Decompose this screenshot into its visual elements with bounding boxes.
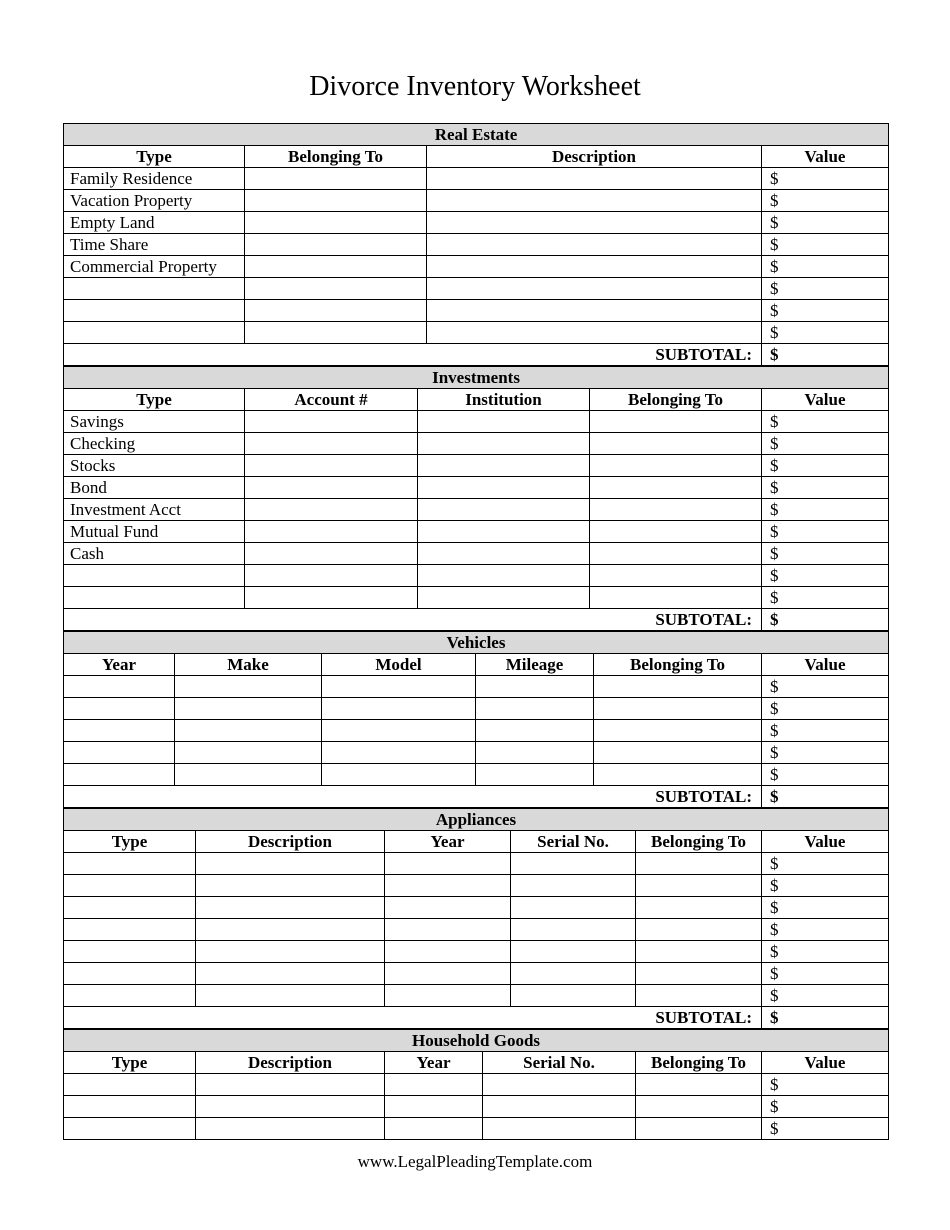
cell-type[interactable] xyxy=(64,698,175,720)
cell-field[interactable] xyxy=(196,897,385,919)
cell-field[interactable] xyxy=(590,477,762,499)
table-row xyxy=(64,499,889,521)
cell-field[interactable] xyxy=(427,190,762,212)
cell-field[interactable] xyxy=(511,875,636,897)
table-row xyxy=(64,433,889,455)
cell-value[interactable]: $ xyxy=(762,212,889,234)
cell-type[interactable]: Stocks xyxy=(64,455,245,477)
cell-field[interactable] xyxy=(418,499,590,521)
cell-field[interactable] xyxy=(175,676,322,698)
cell-field[interactable] xyxy=(476,764,594,786)
section-title-row xyxy=(64,367,889,389)
column-header: Year xyxy=(385,831,511,853)
cell-field[interactable] xyxy=(245,256,427,278)
table-row xyxy=(64,455,889,477)
cell-field[interactable] xyxy=(196,1096,385,1118)
cell-value[interactable]: $ xyxy=(762,897,889,919)
cell-type[interactable] xyxy=(64,742,175,764)
cell-field[interactable] xyxy=(418,477,590,499)
column-header: Value xyxy=(762,831,889,853)
cell-field[interactable] xyxy=(385,1118,483,1140)
cell-value[interactable]: $ xyxy=(762,985,889,1007)
cell-type[interactable] xyxy=(64,322,245,344)
section-title-row xyxy=(64,1030,889,1052)
cell-field[interactable] xyxy=(594,720,762,742)
subtotal-value[interactable]: $ xyxy=(762,786,889,808)
cell-field[interactable] xyxy=(418,543,590,565)
cell-field[interactable] xyxy=(590,455,762,477)
cell-field[interactable] xyxy=(590,521,762,543)
subtotal-row xyxy=(64,344,889,366)
table-row xyxy=(64,698,889,720)
cell-field[interactable] xyxy=(636,1074,762,1096)
table-appliances xyxy=(63,808,889,1029)
cell-field[interactable] xyxy=(385,875,511,897)
cell-field[interactable] xyxy=(385,1074,483,1096)
cell-value[interactable]: $ xyxy=(762,300,889,322)
cell-field[interactable] xyxy=(511,941,636,963)
cell-field[interactable] xyxy=(418,565,590,587)
table-row xyxy=(64,278,889,300)
column-header: Type xyxy=(64,389,245,411)
cell-field[interactable] xyxy=(245,455,418,477)
cell-type[interactable] xyxy=(64,565,245,587)
cell-field[interactable] xyxy=(245,411,418,433)
column-header: Belonging To xyxy=(636,1052,762,1074)
cell-field[interactable] xyxy=(385,853,511,875)
column-header-row xyxy=(64,831,889,853)
section-title-row xyxy=(64,809,889,831)
cell-field[interactable] xyxy=(590,543,762,565)
cell-field[interactable] xyxy=(636,897,762,919)
cell-field[interactable] xyxy=(245,300,427,322)
footer-website: www.LegalPleadingTemplate.com xyxy=(357,1152,593,1171)
subtotal-value[interactable]: $ xyxy=(762,1007,889,1029)
cell-type[interactable] xyxy=(64,919,196,941)
cell-type[interactable] xyxy=(64,897,196,919)
cell-field[interactable] xyxy=(636,1118,762,1140)
column-header: Serial No. xyxy=(511,831,636,853)
cell-field[interactable] xyxy=(196,853,385,875)
cell-field[interactable] xyxy=(418,411,590,433)
cell-value[interactable]: $ xyxy=(762,720,889,742)
cell-value[interactable]: $ xyxy=(762,234,889,256)
subtotal-label: SUBTOTAL: xyxy=(64,609,762,631)
subtotal-label: SUBTOTAL: xyxy=(64,1007,762,1029)
cell-field[interactable] xyxy=(322,742,476,764)
cell-value[interactable]: $ xyxy=(762,1118,889,1140)
cell-type[interactable] xyxy=(64,720,175,742)
cell-type[interactable] xyxy=(64,853,196,875)
column-header-row xyxy=(64,654,889,676)
cell-type[interactable]: Time Share xyxy=(64,234,245,256)
table-row xyxy=(64,477,889,499)
cell-field[interactable] xyxy=(590,433,762,455)
cell-field[interactable] xyxy=(418,587,590,609)
cell-field[interactable] xyxy=(245,234,427,256)
cell-field[interactable] xyxy=(636,985,762,1007)
column-header: Belonging To xyxy=(636,831,762,853)
cell-value[interactable]: $ xyxy=(762,499,889,521)
table-row xyxy=(64,853,889,875)
cell-field[interactable] xyxy=(175,764,322,786)
cell-field[interactable] xyxy=(196,1118,385,1140)
table-row xyxy=(64,587,889,609)
cell-field[interactable] xyxy=(483,1096,636,1118)
cell-field[interactable] xyxy=(636,875,762,897)
cell-type[interactable]: Investment Acct xyxy=(64,499,245,521)
subtotal-row xyxy=(64,786,889,808)
cell-value[interactable]: $ xyxy=(762,565,889,587)
cell-field[interactable] xyxy=(427,300,762,322)
cell-field[interactable] xyxy=(427,256,762,278)
cell-value[interactable]: $ xyxy=(762,1074,889,1096)
table-row xyxy=(64,1118,889,1140)
cell-field[interactable] xyxy=(636,963,762,985)
cell-value[interactable]: $ xyxy=(762,256,889,278)
column-header: Type xyxy=(64,1052,196,1074)
cell-type[interactable]: Cash xyxy=(64,543,245,565)
cell-field[interactable] xyxy=(476,698,594,720)
cell-type[interactable]: Checking xyxy=(64,433,245,455)
cell-field[interactable] xyxy=(175,698,322,720)
column-header: Serial No. xyxy=(483,1052,636,1074)
cell-field[interactable] xyxy=(483,1074,636,1096)
cell-field[interactable] xyxy=(175,742,322,764)
column-header: Year xyxy=(64,654,175,676)
cell-field[interactable] xyxy=(322,720,476,742)
table-row xyxy=(64,256,889,278)
cell-field[interactable] xyxy=(385,919,511,941)
cell-field[interactable] xyxy=(245,521,418,543)
column-header: Belonging To xyxy=(245,146,427,168)
cell-field[interactable] xyxy=(322,764,476,786)
cell-type[interactable]: Savings xyxy=(64,411,245,433)
cell-field[interactable] xyxy=(476,742,594,764)
cell-field[interactable] xyxy=(245,322,427,344)
column-header: Model xyxy=(322,654,476,676)
cell-field[interactable] xyxy=(196,963,385,985)
column-header: Institution xyxy=(418,389,590,411)
cell-value[interactable]: $ xyxy=(762,477,889,499)
table-row xyxy=(64,676,889,698)
cell-field[interactable] xyxy=(245,587,418,609)
table-row xyxy=(64,543,889,565)
column-header: Type xyxy=(64,146,245,168)
table-row xyxy=(64,875,889,897)
cell-value[interactable]: $ xyxy=(762,875,889,897)
cell-field[interactable] xyxy=(511,963,636,985)
column-header-row xyxy=(64,146,889,168)
cell-value[interactable]: $ xyxy=(762,168,889,190)
cell-field[interactable] xyxy=(196,875,385,897)
cell-value[interactable]: $ xyxy=(762,521,889,543)
column-header: Value xyxy=(762,146,889,168)
cell-field[interactable] xyxy=(476,720,594,742)
cell-field[interactable] xyxy=(245,433,418,455)
cell-field[interactable] xyxy=(594,698,762,720)
cell-value[interactable]: $ xyxy=(762,963,889,985)
cell-value[interactable]: $ xyxy=(762,1096,889,1118)
table-row xyxy=(64,300,889,322)
cell-field[interactable] xyxy=(418,455,590,477)
table-row xyxy=(64,985,889,1007)
table-real-estate xyxy=(63,123,889,366)
subtotal-label: SUBTOTAL: xyxy=(64,344,762,366)
cell-field[interactable] xyxy=(175,720,322,742)
cell-field[interactable] xyxy=(590,565,762,587)
cell-value[interactable]: $ xyxy=(762,764,889,786)
cell-value[interactable]: $ xyxy=(762,190,889,212)
subtotal-value[interactable]: $ xyxy=(762,609,889,631)
cell-value[interactable]: $ xyxy=(762,322,889,344)
table-row xyxy=(64,212,889,234)
cell-value[interactable]: $ xyxy=(762,742,889,764)
cell-field[interactable] xyxy=(245,278,427,300)
cell-field[interactable] xyxy=(427,212,762,234)
table-row xyxy=(64,565,889,587)
cell-field[interactable] xyxy=(245,212,427,234)
cell-field[interactable] xyxy=(418,521,590,543)
column-header: Mileage xyxy=(476,654,594,676)
table-row xyxy=(64,919,889,941)
cell-field[interactable] xyxy=(385,963,511,985)
cell-value[interactable]: $ xyxy=(762,676,889,698)
section-title: Vehicles xyxy=(64,632,889,654)
table-row xyxy=(64,234,889,256)
column-header: Account # xyxy=(245,389,418,411)
cell-type[interactable]: Mutual Fund xyxy=(64,521,245,543)
cell-value[interactable]: $ xyxy=(762,543,889,565)
column-header: Value xyxy=(762,654,889,676)
cell-type[interactable]: Empty Land xyxy=(64,212,245,234)
table-row xyxy=(64,521,889,543)
cell-type[interactable] xyxy=(64,963,196,985)
column-header: Description xyxy=(196,1052,385,1074)
table-vehicles xyxy=(63,631,889,808)
cell-field[interactable] xyxy=(196,985,385,1007)
cell-field[interactable] xyxy=(511,897,636,919)
column-header: Year xyxy=(385,1052,483,1074)
table-row xyxy=(64,1074,889,1096)
cell-type[interactable] xyxy=(64,875,196,897)
cell-field[interactable] xyxy=(245,543,418,565)
cell-field[interactable] xyxy=(385,897,511,919)
column-header: Belonging To xyxy=(594,654,762,676)
cell-field[interactable] xyxy=(636,853,762,875)
column-header: Type xyxy=(64,831,196,853)
cell-field[interactable] xyxy=(385,1096,483,1118)
cell-field[interactable] xyxy=(511,919,636,941)
cell-type[interactable] xyxy=(64,278,245,300)
column-header: Belonging To xyxy=(590,389,762,411)
cell-field[interactable] xyxy=(245,190,427,212)
section-title-row xyxy=(64,124,889,146)
cell-value[interactable]: $ xyxy=(762,941,889,963)
cell-field[interactable] xyxy=(594,742,762,764)
column-header: Make xyxy=(175,654,322,676)
cell-field[interactable] xyxy=(483,1118,636,1140)
table-investments xyxy=(63,366,889,631)
page-title: Divorce Inventory Worksheet xyxy=(309,71,641,102)
table-row xyxy=(64,897,889,919)
table-row xyxy=(64,764,889,786)
section-title: Appliances xyxy=(64,809,889,831)
cell-type[interactable] xyxy=(64,1118,196,1140)
cell-type[interactable]: Commercial Property xyxy=(64,256,245,278)
cell-field[interactable] xyxy=(590,587,762,609)
cell-type[interactable] xyxy=(64,676,175,698)
table-row xyxy=(64,190,889,212)
cell-field[interactable] xyxy=(427,322,762,344)
cell-field[interactable] xyxy=(418,433,590,455)
cell-field[interactable] xyxy=(427,278,762,300)
cell-type[interactable]: Bond xyxy=(64,477,245,499)
cell-value[interactable]: $ xyxy=(762,278,889,300)
table-row xyxy=(64,963,889,985)
cell-type[interactable]: Family Residence xyxy=(64,168,245,190)
cell-field[interactable] xyxy=(636,919,762,941)
cell-type[interactable] xyxy=(64,587,245,609)
column-header-row xyxy=(64,389,889,411)
cell-value[interactable]: $ xyxy=(762,853,889,875)
table-row xyxy=(64,411,889,433)
cell-field[interactable] xyxy=(594,676,762,698)
cell-value[interactable]: $ xyxy=(762,587,889,609)
cell-type[interactable] xyxy=(64,764,175,786)
cell-field[interactable] xyxy=(427,234,762,256)
table-row xyxy=(64,1096,889,1118)
table-row xyxy=(64,941,889,963)
column-header-row xyxy=(64,1052,889,1074)
cell-field[interactable] xyxy=(511,985,636,1007)
cell-value[interactable]: $ xyxy=(762,411,889,433)
cell-type[interactable] xyxy=(64,1074,196,1096)
cell-value[interactable]: $ xyxy=(762,919,889,941)
table-row xyxy=(64,168,889,190)
subtotal-row xyxy=(64,609,889,631)
column-header: Description xyxy=(427,146,762,168)
subtotal-value[interactable]: $ xyxy=(762,344,889,366)
cell-field[interactable] xyxy=(590,411,762,433)
cell-field[interactable] xyxy=(476,676,594,698)
cell-field[interactable] xyxy=(245,565,418,587)
cell-value[interactable]: $ xyxy=(762,433,889,455)
cell-field[interactable] xyxy=(196,1074,385,1096)
subtotal-row xyxy=(64,1007,889,1029)
cell-type[interactable]: Vacation Property xyxy=(64,190,245,212)
cell-type[interactable] xyxy=(64,300,245,322)
worksheet xyxy=(63,123,888,1140)
cell-field[interactable] xyxy=(511,853,636,875)
column-header: Description xyxy=(196,831,385,853)
section-title: Real Estate xyxy=(64,124,889,146)
cell-type[interactable] xyxy=(64,941,196,963)
cell-type[interactable] xyxy=(64,1096,196,1118)
cell-field[interactable] xyxy=(322,698,476,720)
cell-field[interactable] xyxy=(385,985,511,1007)
table-household-goods xyxy=(63,1029,889,1140)
cell-field[interactable] xyxy=(636,1096,762,1118)
section-title-row xyxy=(64,632,889,654)
table-row xyxy=(64,720,889,742)
column-header: Value xyxy=(762,1052,889,1074)
table-row xyxy=(64,322,889,344)
section-title: Household Goods xyxy=(64,1030,889,1052)
cell-field[interactable] xyxy=(590,499,762,521)
cell-field[interactable] xyxy=(245,499,418,521)
cell-field[interactable] xyxy=(322,676,476,698)
cell-field[interactable] xyxy=(636,941,762,963)
cell-field[interactable] xyxy=(196,941,385,963)
cell-value[interactable]: $ xyxy=(762,698,889,720)
cell-type[interactable] xyxy=(64,985,196,1007)
cell-value[interactable]: $ xyxy=(762,455,889,477)
cell-field[interactable] xyxy=(245,477,418,499)
column-header: Value xyxy=(762,389,889,411)
cell-field[interactable] xyxy=(594,764,762,786)
cell-field[interactable] xyxy=(385,941,511,963)
cell-field[interactable] xyxy=(245,168,427,190)
subtotal-label: SUBTOTAL: xyxy=(64,786,762,808)
section-title: Investments xyxy=(64,367,889,389)
cell-field[interactable] xyxy=(427,168,762,190)
table-row xyxy=(64,742,889,764)
cell-field[interactable] xyxy=(196,919,385,941)
